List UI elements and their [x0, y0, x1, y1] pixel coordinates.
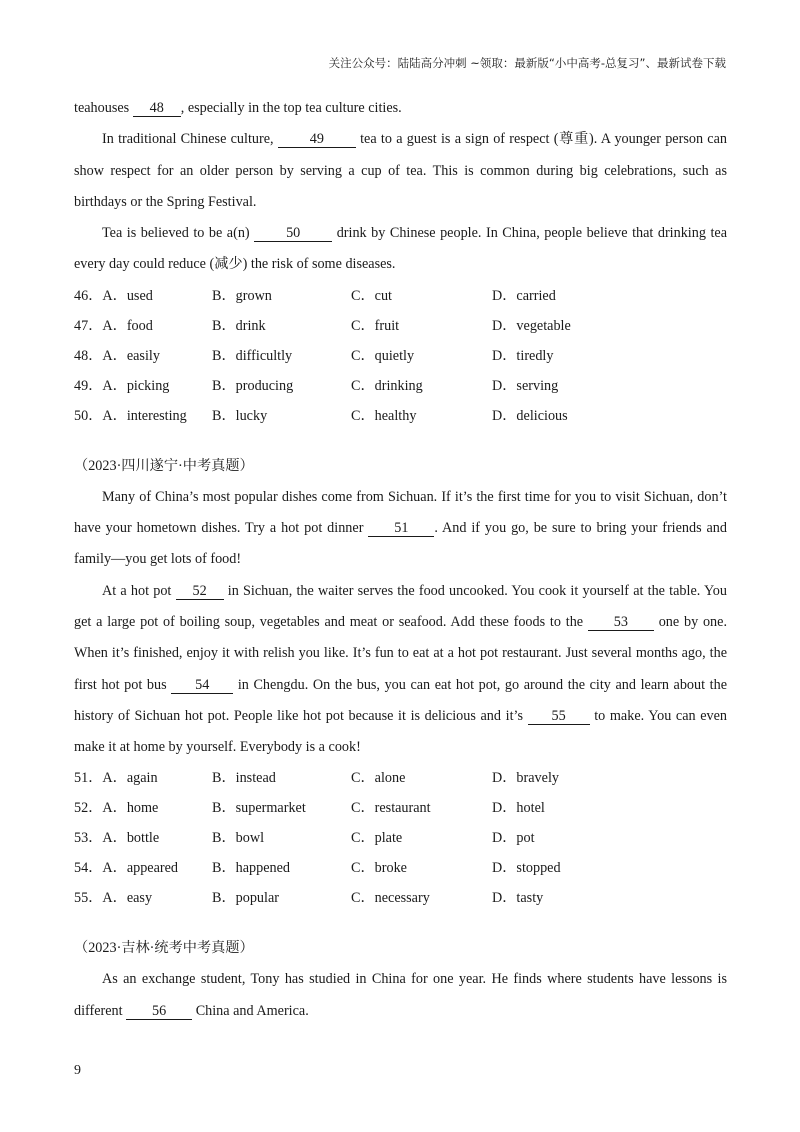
option-b: B．difficultly — [212, 347, 293, 364]
question-number: 54． — [74, 860, 103, 877]
option-a: A．appeared — [102, 860, 179, 877]
question-51 — [74, 763, 727, 793]
option-b: B．grown — [212, 287, 272, 304]
option-c: C．plate — [351, 830, 403, 847]
option-b: B．lucky — [212, 407, 268, 424]
passage1-options — [74, 281, 727, 431]
question-54 — [74, 853, 727, 883]
option-a: A．interesting — [102, 407, 187, 424]
page-number: 9 — [74, 1063, 81, 1078]
blank-53: 53 — [588, 615, 654, 631]
option-c: C．quietly — [351, 347, 415, 364]
option-d: D．hotel — [492, 800, 545, 817]
option-c: C．healthy — [351, 407, 417, 424]
option-a: A．bottle — [102, 830, 160, 847]
option-a: A．picking — [102, 377, 170, 394]
question-number: 55． — [74, 890, 103, 907]
question-number: 53． — [74, 830, 103, 847]
option-c: C．necessary — [351, 890, 430, 907]
option-c: C．fruit — [351, 317, 400, 334]
passage1-paragraph-3: Tea is believed to be a(n) 50 drink by Chinese people. In China, people believe that drinking tea every day could reduce (减少) the risk of some diseases. — [74, 225, 727, 273]
blank-48: 48 — [133, 101, 181, 117]
option-d: D．carried — [492, 287, 556, 304]
option-b: B．instead — [212, 770, 276, 787]
option-a: A．used — [102, 287, 153, 304]
option-b: B．drink — [212, 317, 266, 334]
question-55 — [74, 883, 727, 913]
question-50 — [74, 401, 727, 431]
passage2-paragraph-2: At a hot pot 52 in Sichuan, the waiter serves the food uncooked. You cook it yourself at the table. You get a large pot of boiling soup, vegetables and meat or seafood. Add these foods to the 53 one by one. When it’s finished, enjoy it with relish you like. It’s fun to eat at a hot pot restaurant. Just several months ago, the first hot pot bus 54 in Chengdu. On the bus, you can eat hot pot, go around the city and learn about the history of Sichuan hot pot. People like hot pot because it is delicious and it’s 55 to make. You can even make it at home by yourself. Everybody is a cook! — [74, 582, 728, 756]
option-d: D．serving — [492, 377, 559, 394]
option-c: C．cut — [351, 287, 392, 304]
question-52 — [74, 793, 727, 823]
option-b: B．popular — [212, 890, 279, 907]
passage3-source: （2023·吉林·统考中考真题） — [74, 940, 254, 957]
option-a: A．again — [102, 770, 158, 787]
blank-56: 56 — [126, 1004, 192, 1020]
option-a: A．food — [102, 317, 153, 334]
option-a: A．home — [102, 800, 159, 817]
blank-55: 55 — [528, 709, 590, 725]
question-48 — [74, 341, 727, 371]
document-body — [74, 93, 727, 1027]
blank-52: 52 — [176, 584, 224, 600]
option-c: C．restaurant — [351, 800, 431, 817]
question-49 — [74, 371, 727, 401]
option-b: B．producing — [212, 377, 294, 394]
option-d: D．bravely — [492, 770, 559, 787]
option-d: D．pot — [492, 830, 535, 847]
question-number: 51． — [74, 770, 103, 787]
option-a: A．easy — [102, 890, 153, 907]
question-number: 52． — [74, 800, 103, 817]
passage2-options — [74, 763, 727, 913]
question-53 — [74, 823, 727, 853]
question-number: 47． — [74, 317, 103, 334]
passage1-paragraph-1: teahouses 48 , especially in the top tea culture cities. — [74, 100, 402, 116]
option-d: D．tiredly — [492, 347, 554, 364]
blank-54: 54 — [171, 678, 233, 694]
blank-51: 51 — [368, 521, 434, 537]
question-number: 46． — [74, 287, 103, 304]
option-d: D．stopped — [492, 860, 561, 877]
blank-49: 49 — [278, 132, 356, 148]
page-header: 关注公众号：陆陆高分冲刺 ~领取：最新版“小中高考-总复习”、最新试卷下载 — [328, 56, 726, 70]
question-47 — [74, 311, 727, 341]
option-c: C．drinking — [351, 377, 423, 394]
option-b: B．happened — [212, 860, 291, 877]
option-b: B．supermarket — [212, 800, 306, 817]
option-c: C．broke — [351, 860, 407, 877]
option-d: D．tasty — [492, 890, 544, 907]
question-number: 49． — [74, 377, 103, 394]
passage2-paragraph-1: Many of China’s most popular dishes come from Sichuan. If it’s the first time for you to visit Sichuan, don’t have your hometown dishes. Try a hot pot dinner 51 . And if you go, be sure to bring your friends and family—you get lots of food! — [74, 488, 727, 568]
passage3-paragraph-1: As an exchange student, Tony has studied in China for one year. He finds where students have lessons is different 56 China and America. — [74, 971, 727, 1019]
question-46 — [74, 281, 727, 311]
option-d: D．vegetable — [492, 317, 571, 334]
question-number: 50． — [74, 407, 103, 424]
option-c: C．alone — [351, 770, 406, 787]
question-number: 48． — [74, 347, 103, 364]
passage1-paragraph-2: In traditional Chinese culture, 49 tea to a guest is a sign of respect (尊重). A younger person can show respect for an older person by serving a cup of tea. This is common during big celebrations, such as birthdays or the Spring Festival. — [74, 131, 727, 210]
option-a: A．easily — [102, 347, 160, 364]
passage2-source: （2023·四川遂宁·中考真题） — [74, 457, 254, 474]
blank-50: 50 — [254, 226, 332, 242]
option-b: B．bowl — [212, 830, 265, 847]
option-d: D．delicious — [492, 407, 568, 424]
